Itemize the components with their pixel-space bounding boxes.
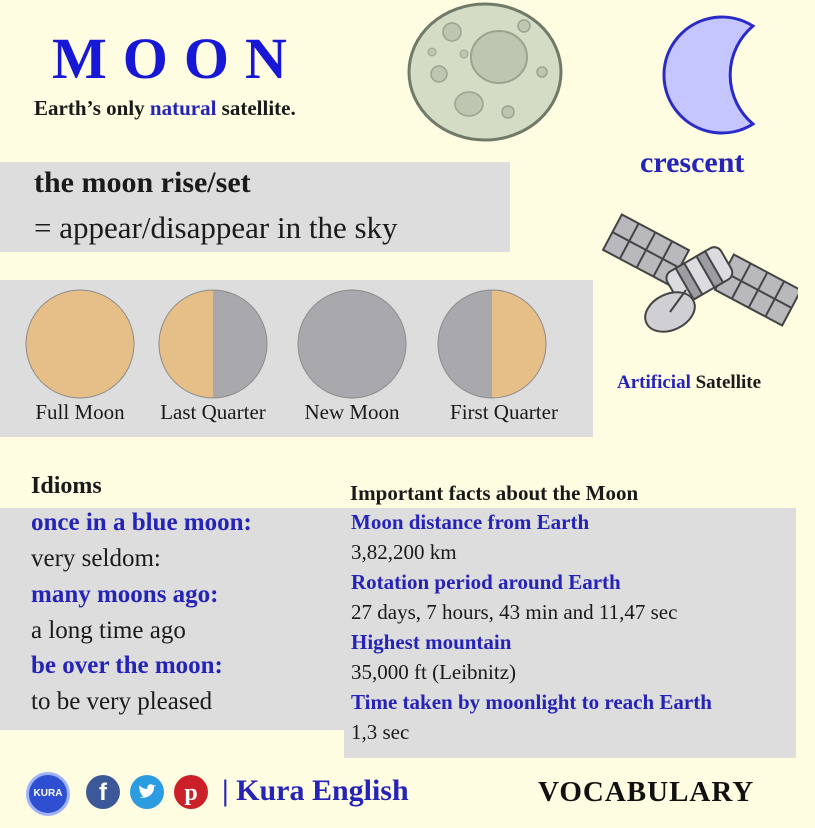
idiom-term: many moons ago: [31, 581, 219, 608]
subtitle-text-start: Earth’s only [34, 96, 150, 120]
fact-term: Time taken by moonlight to reach Earth [351, 690, 712, 714]
rise-set-term: the moon rise/set [34, 166, 251, 199]
facebook-icon[interactable]: f [86, 775, 120, 809]
fact-term: Highest mountain [351, 630, 512, 654]
moon-phases-diagram [0, 280, 593, 400]
idioms-heading: Idioms [31, 473, 102, 499]
fact-value: 1,3 sec [351, 720, 410, 744]
new-moon-phase [298, 290, 406, 398]
subtitle-highlight: natural [149, 96, 217, 120]
idiom-term: be over the moon: [31, 652, 223, 679]
pinterest-icon[interactable]: p [174, 775, 208, 809]
crescent-label: crescent [640, 146, 745, 179]
phase-label-full-moon: Full Moon [35, 400, 125, 424]
kura-logo[interactable]: KURA [26, 772, 70, 816]
satellite-label-highlight: Artificial [617, 372, 691, 393]
first-quarter-phase [438, 290, 546, 398]
satellite-icon [598, 200, 798, 360]
idiom-meaning: very seldom: [31, 545, 161, 572]
last-quarter-phase [159, 290, 267, 398]
idiom-term: once in a blue moon: [31, 509, 252, 536]
moon-illustration [404, 2, 566, 142]
fact-value: 35,000 ft (Leibnitz) [351, 660, 517, 684]
crescent-icon [635, 14, 760, 136]
satellite-label [617, 372, 761, 394]
fact-term: Moon distance from Earth [351, 510, 590, 534]
rise-set-definition: = appear/disappear in the sky [34, 210, 398, 245]
idiom-meaning: to be very pleased [31, 688, 213, 715]
fact-value: 3,82,200 km [351, 540, 457, 564]
brand-name[interactable]: | Kura English [222, 774, 409, 807]
subtitle-text-end: satellite. [216, 96, 296, 120]
phase-label-last-quarter: Last Quarter [160, 400, 266, 424]
idiom-meaning: a long time ago [31, 617, 186, 644]
fact-term: Rotation period around Earth [351, 570, 621, 594]
satellite-label-rest: Satellite [690, 372, 762, 393]
page-subtitle [34, 96, 296, 121]
page-title: MOON [52, 26, 303, 91]
twitter-icon[interactable] [130, 775, 164, 809]
phase-label-first-quarter: First Quarter [450, 400, 558, 424]
category-label: VOCABULARY [538, 776, 755, 808]
full-moon-phase [26, 290, 134, 398]
fact-value: 27 days, 7 hours, 43 min and 11,47 sec [351, 600, 678, 624]
facts-heading: Important facts about the Moon [350, 481, 639, 505]
phase-label-new-moon: New Moon [304, 400, 400, 424]
